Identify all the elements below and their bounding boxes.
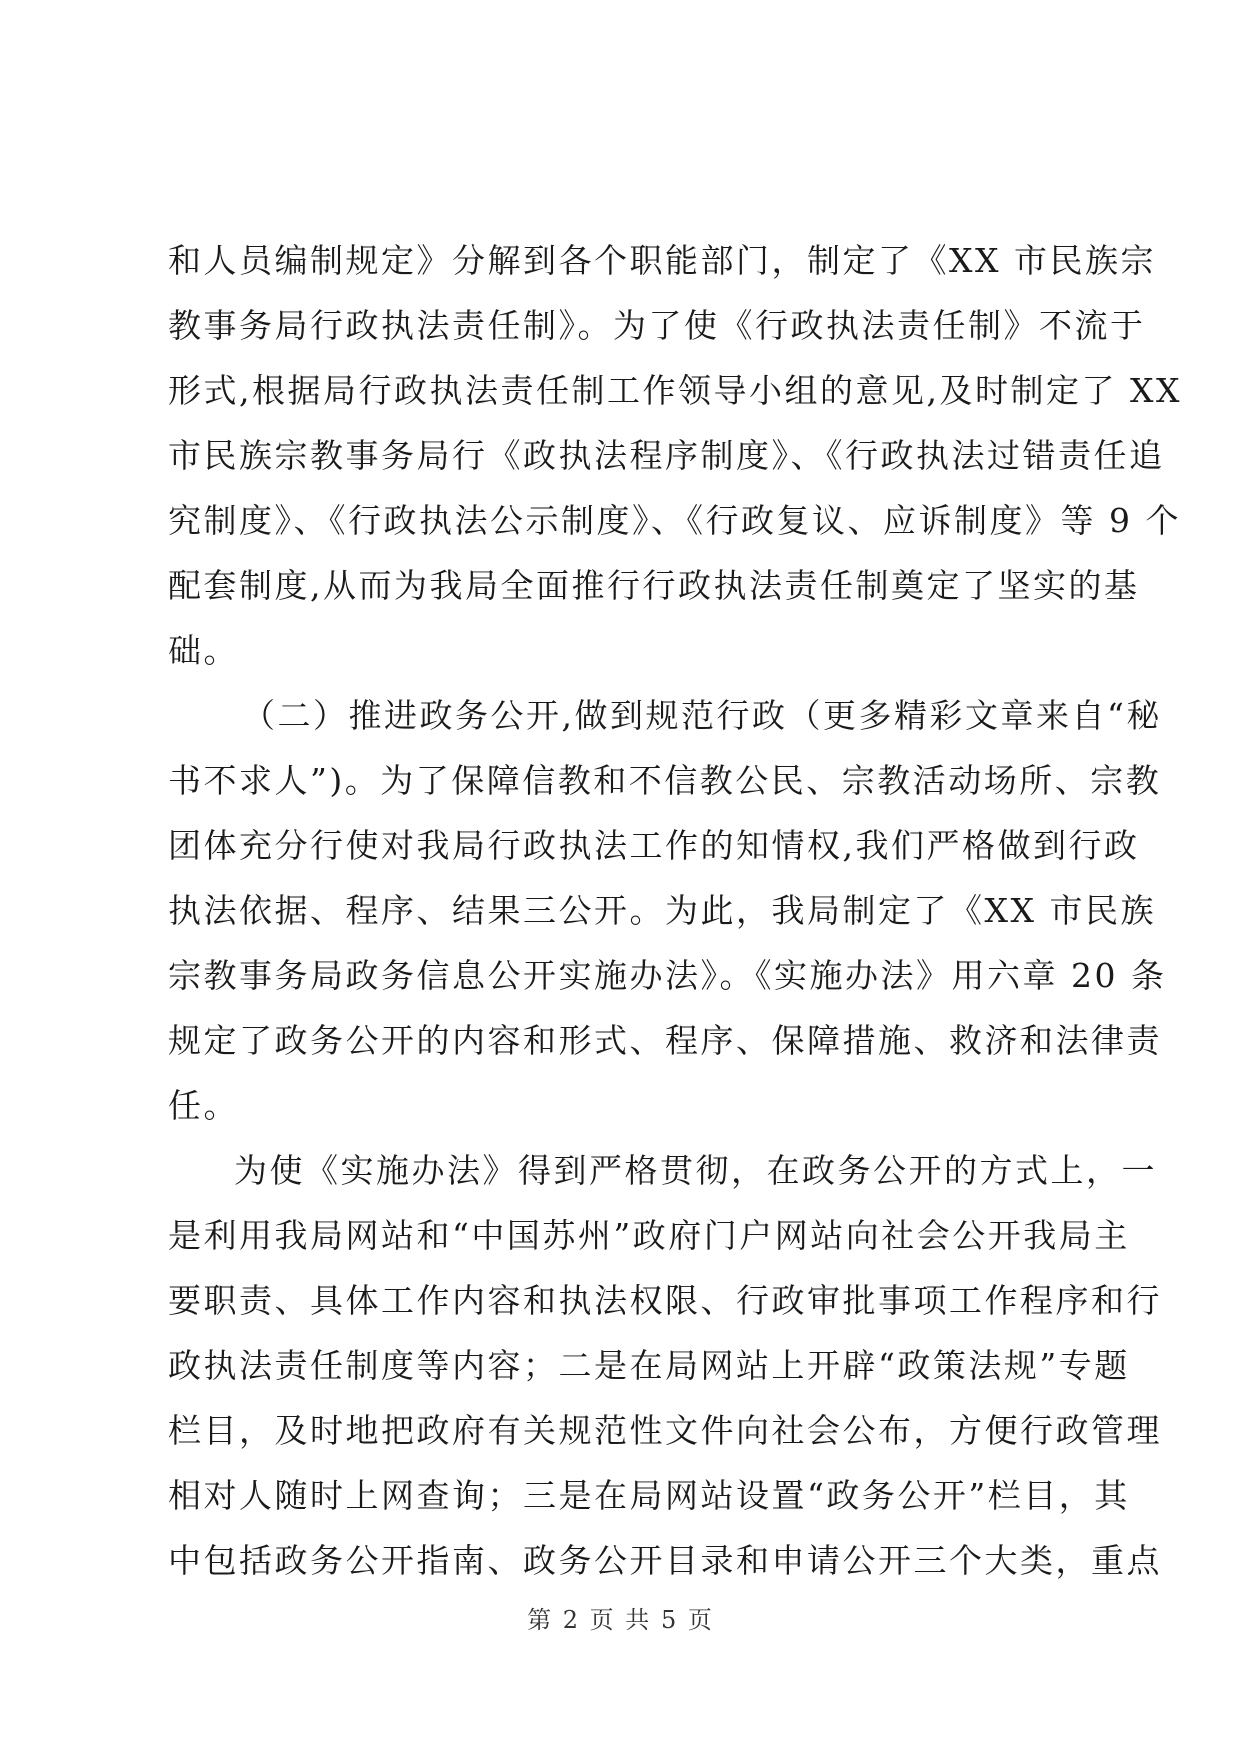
text-line: 团体充分行使对我局行政执法工作的知情权,我们严格做到行政 [168,826,1140,865]
text-line: 究制度》、《行政执法公示制度》、《行政复议、应诉制度》等 9 个 [168,501,1181,540]
text-line: 宗教事务局政务信息公开实施办法》。《实施办法》用六章 20 条 [168,956,1167,995]
paragraph-2 [168,683,1167,1138]
page-footer [0,1600,1241,1635]
text-line: 是利用我局网站和“中国苏州”政府门户网站向社会公开我局主 [168,1216,1130,1255]
body-text [168,228,1182,1593]
text-line: 要职责、具体工作内容和执法权限、行政审批事项工作程序和行 [168,1281,1162,1320]
text-line: 执法依据、程序、结果三公开。为此，我局制定了《XX 市民族 [168,891,1156,930]
text-line: 础。 [168,631,239,670]
text-line: 栏目，及时地把政府有关规范性文件向社会公布，方便行政管理 [168,1411,1162,1450]
text-line: 任。 [168,1086,239,1125]
text-line: 规定了政务公开的内容和形式、程序、保障措施、救济和法律责 [168,1021,1162,1060]
text-line: 为使《实施办法》得到严格贯彻，在政务公开的方式上，一 [234,1151,1157,1190]
paragraph-3 [168,1138,1162,1593]
text-line: （二）推进政务公开,做到规范行政（更多精彩文章来自“秘 [242,696,1162,735]
text-line: 配套制度,从而为我局全面推行行政执法责任制奠定了坚实的基 [168,566,1140,605]
paragraph-1 [168,228,1182,683]
text-line: 教事务局行政执法责任制》。为了使《行政执法责任制》不流于 [168,306,1146,345]
text-line: 政执法责任制度等内容；二是在局网站上开辟“政策法规”专题 [168,1346,1130,1385]
text-line: 市民族宗教事务局行《政执法程序制度》、《行政执法过错责任追 [168,436,1165,475]
text-line: 中包括政务公开指南、政务公开目录和申请公开三个大类，重点 [168,1541,1162,1580]
text-line: 形式,根据局行政执法责任制工作领导小组的意见,及时制定了 XX [168,371,1182,410]
text-line: 书不求人”)。为了保障信教和不信教公民、宗教活动场所、宗教 [168,761,1162,800]
text-line: 相对人随时上网查询；三是在局网站设置“政务公开”栏目，其 [168,1476,1130,1515]
page-number: 第 2 页 共 5 页 [527,1606,714,1634]
text-line: 和人员编制规定》分解到各个职能部门，制定了《XX 市民族宗 [168,241,1156,280]
